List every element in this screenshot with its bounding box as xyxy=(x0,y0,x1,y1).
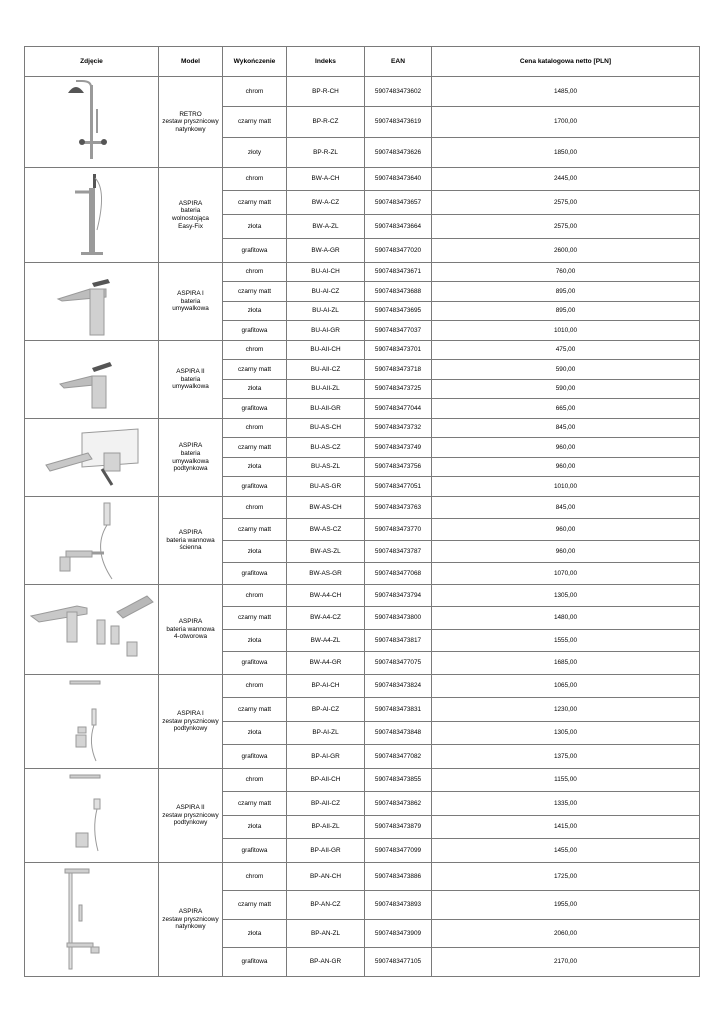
index-cell: BW-A-ZL xyxy=(287,215,365,239)
finish-cell: złota xyxy=(223,541,287,563)
ean-cell: 5907483473893 xyxy=(365,891,432,920)
ean-cell: 5907483473879 xyxy=(365,816,432,839)
column-header-price: Cena katalogowa netto [PLN] xyxy=(432,47,700,77)
ean-cell: 5907483473749 xyxy=(365,438,432,458)
price-cell: 2170,00 xyxy=(432,948,700,977)
ean-cell: 5907483473732 xyxy=(365,419,432,438)
index-cell: BU-AII-ZL xyxy=(287,380,365,399)
ean-cell: 5907483473909 xyxy=(365,920,432,948)
ean-cell: 5907483473886 xyxy=(365,863,432,891)
model-name: ASPIRA I bateria umywalkowa xyxy=(172,290,209,313)
finish-cell: grafitowa xyxy=(223,399,287,419)
price-cell: 1335,00 xyxy=(432,792,700,816)
ean-cell: 5907483473701 xyxy=(365,341,432,360)
index-cell: BU-AII-CZ xyxy=(287,360,365,380)
model-name: ASPIRA I zestaw prysznicowy podtynkowy xyxy=(162,710,219,733)
ean-cell: 5907483477037 xyxy=(365,321,432,341)
product-photo-cell xyxy=(25,585,159,675)
index-cell: BP-AN-CZ xyxy=(287,891,365,920)
finish-cell: grafitowa xyxy=(223,652,287,675)
finish-cell: czarny matt xyxy=(223,519,287,541)
model-name: ASPIRA bateria wannowa 4-otworowa xyxy=(166,618,215,641)
index-cell: BW-A-CH xyxy=(287,168,365,191)
price-cell: 1485,00 xyxy=(432,77,700,107)
ean-cell: 5907483473688 xyxy=(365,282,432,302)
index-cell: BU-AS-CH xyxy=(287,419,365,438)
finish-cell: grafitowa xyxy=(223,239,287,263)
price-cell: 1955,00 xyxy=(432,891,700,920)
ean-cell: 5907483477105 xyxy=(365,948,432,977)
ean-cell: 5907483477075 xyxy=(365,652,432,675)
index-cell: BU-AI-CZ xyxy=(287,282,365,302)
ean-cell: 5907483477099 xyxy=(365,839,432,863)
ean-cell: 5907483473855 xyxy=(365,769,432,792)
ean-cell: 5907483473626 xyxy=(365,138,432,168)
index-cell: BP-R-ZL xyxy=(287,138,365,168)
table-row xyxy=(25,585,700,607)
ean-cell: 5907483473657 xyxy=(365,191,432,215)
ean-cell: 5907483473671 xyxy=(365,263,432,282)
table-row xyxy=(25,863,700,891)
index-cell: BP-AII-ZL xyxy=(287,816,365,839)
index-cell: BP-AI-ZL xyxy=(287,722,365,745)
finish-cell: chrom xyxy=(223,585,287,607)
short-basin-faucet-icon xyxy=(25,348,158,412)
ean-cell: 5907483473787 xyxy=(365,541,432,563)
finish-cell: czarny matt xyxy=(223,698,287,722)
price-cell: 1155,00 xyxy=(432,769,700,792)
price-cell: 1725,00 xyxy=(432,863,700,891)
finish-cell: chrom xyxy=(223,675,287,698)
ean-cell: 5907483473718 xyxy=(365,360,432,380)
index-cell: BW-A4-CZ xyxy=(287,607,365,630)
index-cell: BW-AS-GR xyxy=(287,563,365,585)
ean-cell: 5907483473640 xyxy=(365,168,432,191)
price-cell: 895,00 xyxy=(432,302,700,321)
price-cell: 960,00 xyxy=(432,519,700,541)
exposed-shower-set-icon xyxy=(25,865,158,975)
product-photo-cell xyxy=(25,863,159,977)
ean-cell: 5907483477044 xyxy=(365,399,432,419)
column-header-photo: Zdjęcie xyxy=(25,47,159,77)
price-cell: 1305,00 xyxy=(432,722,700,745)
price-cell: 2445,00 xyxy=(432,168,700,191)
wall-basin-faucet-icon xyxy=(25,425,158,491)
index-cell: BP-AI-CZ xyxy=(287,698,365,722)
price-list-table xyxy=(24,46,700,977)
ean-cell: 5907483477051 xyxy=(365,477,432,497)
index-cell: BW-A4-GR xyxy=(287,652,365,675)
model-cell xyxy=(159,585,223,675)
finish-cell: czarny matt xyxy=(223,282,287,302)
model-name: RETRO zestaw prysznicowy natynkowy xyxy=(162,110,219,133)
price-cell: 960,00 xyxy=(432,458,700,477)
price-cell: 1010,00 xyxy=(432,321,700,341)
finish-cell: czarny matt xyxy=(223,360,287,380)
finish-cell: czarny matt xyxy=(223,891,287,920)
column-header-finish: Wykończenie xyxy=(223,47,287,77)
index-cell: BP-AII-CZ xyxy=(287,792,365,816)
table-row xyxy=(25,675,700,698)
price-cell: 960,00 xyxy=(432,541,700,563)
model-name: ASPIRA II bateria umywalkowa xyxy=(172,368,209,391)
price-cell: 1375,00 xyxy=(432,745,700,769)
index-cell: BP-AI-GR xyxy=(287,745,365,769)
table-row xyxy=(25,341,700,360)
ean-cell: 5907483473770 xyxy=(365,519,432,541)
price-cell: 960,00 xyxy=(432,438,700,458)
price-cell: 845,00 xyxy=(432,419,700,438)
ean-cell: 5907483473756 xyxy=(365,458,432,477)
finish-cell: złota xyxy=(223,920,287,948)
header-row xyxy=(25,47,700,77)
index-cell: BW-A4-ZL xyxy=(287,630,365,652)
finish-cell: grafitowa xyxy=(223,839,287,863)
price-cell: 1230,00 xyxy=(432,698,700,722)
model-name: ASPIRA II zestaw prysznicowy podtynkowy xyxy=(162,804,219,827)
model-cell xyxy=(159,263,223,341)
finish-cell: chrom xyxy=(223,168,287,191)
index-cell: BW-AS-CH xyxy=(287,497,365,519)
ean-cell: 5907483473800 xyxy=(365,607,432,630)
finish-cell: złota xyxy=(223,302,287,321)
finish-cell: czarny matt xyxy=(223,107,287,138)
index-cell: BU-AS-ZL xyxy=(287,458,365,477)
price-cell: 1070,00 xyxy=(432,563,700,585)
finish-cell: czarny matt xyxy=(223,607,287,630)
price-cell: 1685,00 xyxy=(432,652,700,675)
ean-cell: 5907483473824 xyxy=(365,675,432,698)
finish-cell: złota xyxy=(223,816,287,839)
index-cell: BP-AII-CH xyxy=(287,769,365,792)
price-cell: 1455,00 xyxy=(432,839,700,863)
freestanding-faucet-icon xyxy=(25,170,158,260)
ean-cell: 5907483477020 xyxy=(365,239,432,263)
product-photo-cell xyxy=(25,675,159,769)
product-photo-cell xyxy=(25,769,159,863)
price-cell: 1700,00 xyxy=(432,107,700,138)
price-cell: 895,00 xyxy=(432,282,700,302)
index-cell: BU-AS-GR xyxy=(287,477,365,497)
price-cell: 1555,00 xyxy=(432,630,700,652)
index-cell: BU-AII-GR xyxy=(287,399,365,419)
table-row xyxy=(25,497,700,519)
column-header-ean: EAN xyxy=(365,47,432,77)
finish-cell: złota xyxy=(223,458,287,477)
finish-cell: grafitowa xyxy=(223,477,287,497)
index-cell: BP-AN-CH xyxy=(287,863,365,891)
table-row xyxy=(25,77,700,107)
table-row xyxy=(25,419,700,438)
finish-cell: grafitowa xyxy=(223,948,287,977)
ean-cell: 5907483473794 xyxy=(365,585,432,607)
ean-cell: 5907483473763 xyxy=(365,497,432,519)
finish-cell: czarny matt xyxy=(223,191,287,215)
ean-cell: 5907483473664 xyxy=(365,215,432,239)
index-cell: BP-AN-GR xyxy=(287,948,365,977)
index-cell: BW-A4-CH xyxy=(287,585,365,607)
ean-cell: 5907483473831 xyxy=(365,698,432,722)
finish-cell: złota xyxy=(223,722,287,745)
price-cell: 1065,00 xyxy=(432,675,700,698)
price-cell: 1305,00 xyxy=(432,585,700,607)
price-cell: 2060,00 xyxy=(432,920,700,948)
price-cell: 845,00 xyxy=(432,497,700,519)
price-cell: 1010,00 xyxy=(432,477,700,497)
finish-cell: chrom xyxy=(223,263,287,282)
model-cell xyxy=(159,341,223,419)
table-row xyxy=(25,769,700,792)
model-cell xyxy=(159,863,223,977)
product-photo-cell xyxy=(25,263,159,341)
model-cell xyxy=(159,168,223,263)
finish-cell: złoty xyxy=(223,138,287,168)
index-cell: BW-A-GR xyxy=(287,239,365,263)
index-cell: BU-AII-CH xyxy=(287,341,365,360)
model-name: ASPIRA bateria wannowa ścienna xyxy=(166,529,215,552)
column-header-model: Model xyxy=(159,47,223,77)
finish-cell: chrom xyxy=(223,769,287,792)
model-cell xyxy=(159,675,223,769)
price-cell: 475,00 xyxy=(432,341,700,360)
ean-cell: 5907483473725 xyxy=(365,380,432,399)
product-photo-cell xyxy=(25,497,159,585)
finish-cell: grafitowa xyxy=(223,321,287,341)
ean-cell: 5907483473817 xyxy=(365,630,432,652)
finish-cell: złota xyxy=(223,380,287,399)
ean-cell: 5907483473695 xyxy=(365,302,432,321)
ean-cell: 5907483477082 xyxy=(365,745,432,769)
finish-cell: chrom xyxy=(223,497,287,519)
table-row xyxy=(25,168,700,191)
model-name: ASPIRA bateria wolnostojąca Easy-Fix xyxy=(172,199,209,230)
price-cell: 2600,00 xyxy=(432,239,700,263)
deck-bath-faucet-icon xyxy=(25,592,158,668)
price-cell: 1850,00 xyxy=(432,138,700,168)
price-cell: 1480,00 xyxy=(432,607,700,630)
finish-cell: grafitowa xyxy=(223,745,287,769)
price-cell: 2575,00 xyxy=(432,215,700,239)
finish-cell: chrom xyxy=(223,341,287,360)
index-cell: BU-AI-GR xyxy=(287,321,365,341)
index-cell: BP-AII-GR xyxy=(287,839,365,863)
model-cell xyxy=(159,419,223,497)
wall-bath-faucet-icon xyxy=(25,499,158,583)
index-cell: BP-AI-CH xyxy=(287,675,365,698)
finish-cell: złota xyxy=(223,215,287,239)
price-cell: 590,00 xyxy=(432,380,700,399)
finish-cell: czarny matt xyxy=(223,438,287,458)
price-cell: 590,00 xyxy=(432,360,700,380)
price-cell: 2575,00 xyxy=(432,191,700,215)
column-header-index: Indeks xyxy=(287,47,365,77)
index-cell: BP-R-CZ xyxy=(287,107,365,138)
price-cell: 665,00 xyxy=(432,399,700,419)
finish-cell: chrom xyxy=(223,419,287,438)
finish-cell: chrom xyxy=(223,863,287,891)
ean-cell: 5907483473862 xyxy=(365,792,432,816)
index-cell: BU-AI-CH xyxy=(287,263,365,282)
index-cell: BU-AI-ZL xyxy=(287,302,365,321)
product-photo-cell xyxy=(25,168,159,263)
tall-basin-faucet-icon xyxy=(25,267,158,337)
index-cell: BP-R-CH xyxy=(287,77,365,107)
product-photo-cell xyxy=(25,341,159,419)
index-cell: BW-AS-ZL xyxy=(287,541,365,563)
concealed-shower-set-icon xyxy=(25,677,158,767)
ean-cell: 5907483473602 xyxy=(365,77,432,107)
model-name: ASPIRA zestaw prysznicowy natynkowy xyxy=(162,908,219,931)
concealed-shower-set-2-icon xyxy=(25,771,158,861)
price-cell: 760,00 xyxy=(432,263,700,282)
finish-cell: czarny matt xyxy=(223,792,287,816)
ean-cell: 5907483477068 xyxy=(365,563,432,585)
table-row xyxy=(25,263,700,282)
index-cell: BW-A-CZ xyxy=(287,191,365,215)
product-photo-cell xyxy=(25,77,159,168)
index-cell: BP-AN-ZL xyxy=(287,920,365,948)
price-cell: 1415,00 xyxy=(432,816,700,839)
finish-cell: chrom xyxy=(223,77,287,107)
model-cell xyxy=(159,769,223,863)
model-cell xyxy=(159,77,223,168)
finish-cell: grafitowa xyxy=(223,563,287,585)
ean-cell: 5907483473848 xyxy=(365,722,432,745)
index-cell: BW-AS-CZ xyxy=(287,519,365,541)
retro-shower-set-icon xyxy=(25,79,158,165)
product-photo-cell xyxy=(25,419,159,497)
index-cell: BU-AS-CZ xyxy=(287,438,365,458)
model-name: ASPIRA bateria umywalkowa podtynkowa xyxy=(172,442,209,473)
model-cell xyxy=(159,497,223,585)
ean-cell: 5907483473619 xyxy=(365,107,432,138)
finish-cell: złota xyxy=(223,630,287,652)
